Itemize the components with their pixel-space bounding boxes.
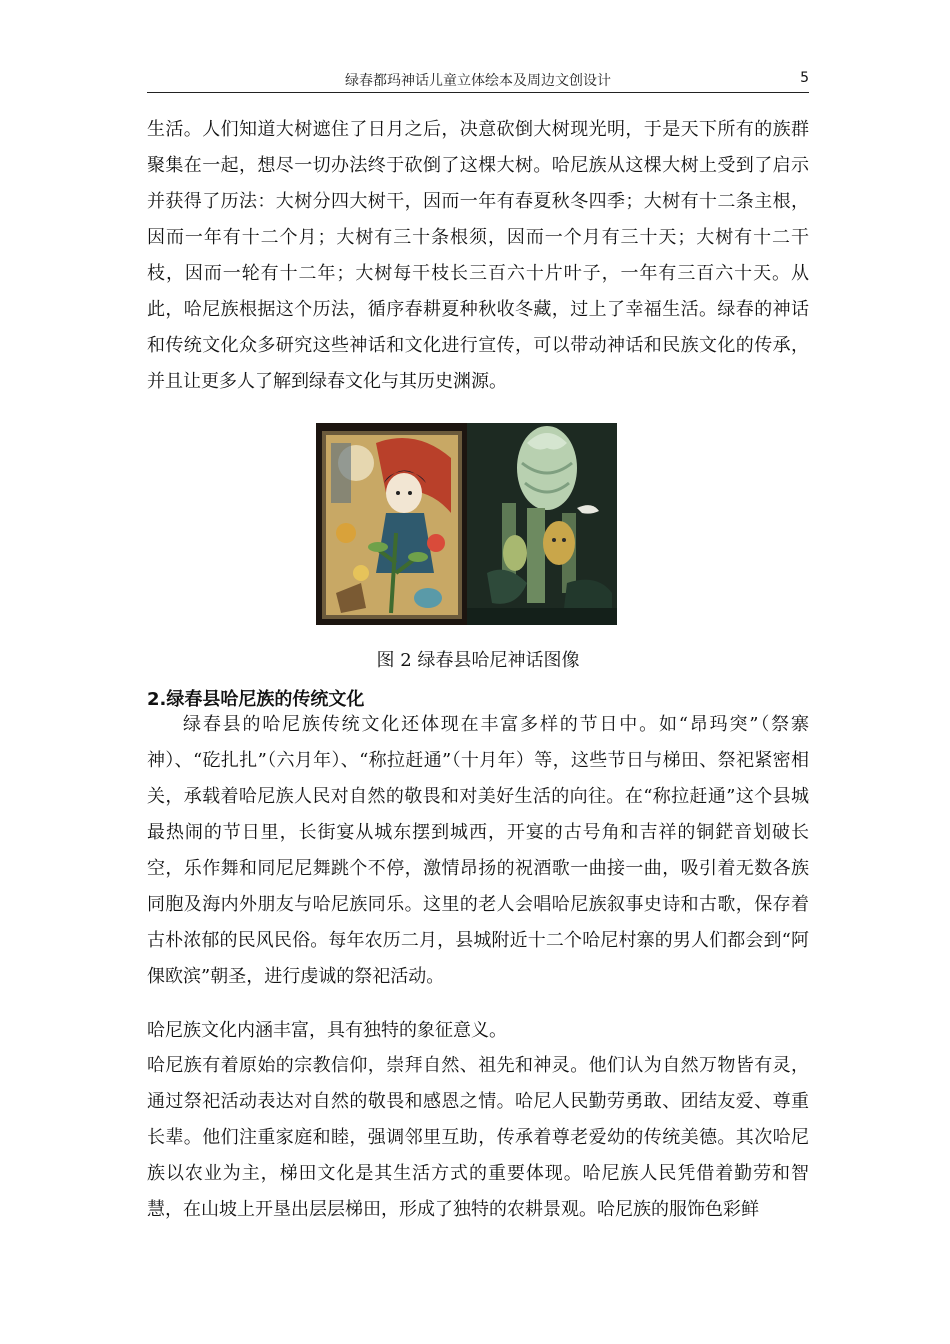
painting-girl-with-flowers bbox=[316, 423, 467, 625]
paragraph-cultural-symbolism: 哈尼族文化内涵丰富，具有独特的象征意义。 bbox=[147, 1020, 507, 1041]
paragraph-beliefs-and-agriculture: 哈尼族有着原始的宗教信仰，崇拜自然、祖先和神灵。他们认为自然万物皆有灵，通过祭祀活动表达对自然的敬畏和感恩之情。哈尼人民勤劳勇敢、团结友爱、尊重长辈。他们注重家庭和睦，强调邻里互助，传承着尊老爱幼的传统美德。其次哈尼族以农业为主，梯田文化是其生活方式的重要体现。哈尼族人民凭借着勤劳和智慧，在山坡上开垦出层层梯田，形成了独特的农耕景观。哈尼族的服饰色彩鲜 bbox=[147, 1055, 809, 1220]
running-header bbox=[147, 66, 809, 93]
paragraph-festivals: 绿春县的哈尼族传统文化还体现在丰富多样的节日中。如“昂玛突”（祭寨神）、“矻扎扎”（六月年）、“称拉赶通”（十月年）等，这些节日与梯田、祭祀紧密相关，承载着哈尼族人民对自然的敬畏和对美好生活的向往。在“称拉赶通”这个县城最热闹的节日里，长街宴从城东摆到城西，开宴的古号角和吉祥的铜鋩音划破长空，乐作舞和同尼尼舞跳个不停，激情昂扬的祝酒歌一曲接一曲，吸引着无数各族同胞及海内外朋友与哈尼族同乐。这里的老人会唱哈尼族叙事史诗和古歌，保存着古朴浓郁的民风民俗。每年农历二月，县城附近十二个哈尼村寨的男人们都会到“阿倮欧滨”朝圣，进行虔诚的祭祀活动。 bbox=[147, 714, 809, 987]
section-heading: 2.绿春县哈尼族的传统文化 bbox=[147, 689, 365, 710]
figure-hani-myth-paintings bbox=[316, 423, 617, 625]
figure-caption: 图 2 绿春县哈尼神话图像 bbox=[376, 650, 580, 671]
paragraph-calendar-myth: 生活。人们知道大树遮住了日月之后，决意砍倒大树现光明，于是天下所有的族群聚集在一起，想尽一切办法终于砍倒了这棵大树。哈尼族从这棵大树上受到了启示并获得了历法：大树分四大树干，因而一年有春夏秋冬四季；大树有十二条主根，因而一年有十二个月；大树有三十条根须，因而一个月有三十天；大树有十二干枝，因而一轮有十二年；大树每干枝长三百六十片叶子，一年有三百六十天。从此，哈尼族根据这个历法，循序春耕夏种秋收冬藏，过上了幸福生活。绿春的神话和传统文化众多研究这些神话和文化进行宣传，可以带动神话和民族文化的传承，并且让更多人了解到绿春文化与其历史渊源。 bbox=[147, 119, 809, 392]
page-number: 5 bbox=[800, 70, 809, 86]
running-title: 绿春都玛神话儿童立体绘本及周边文创设计 bbox=[345, 73, 611, 89]
painting-tree-and-faces bbox=[467, 423, 617, 625]
